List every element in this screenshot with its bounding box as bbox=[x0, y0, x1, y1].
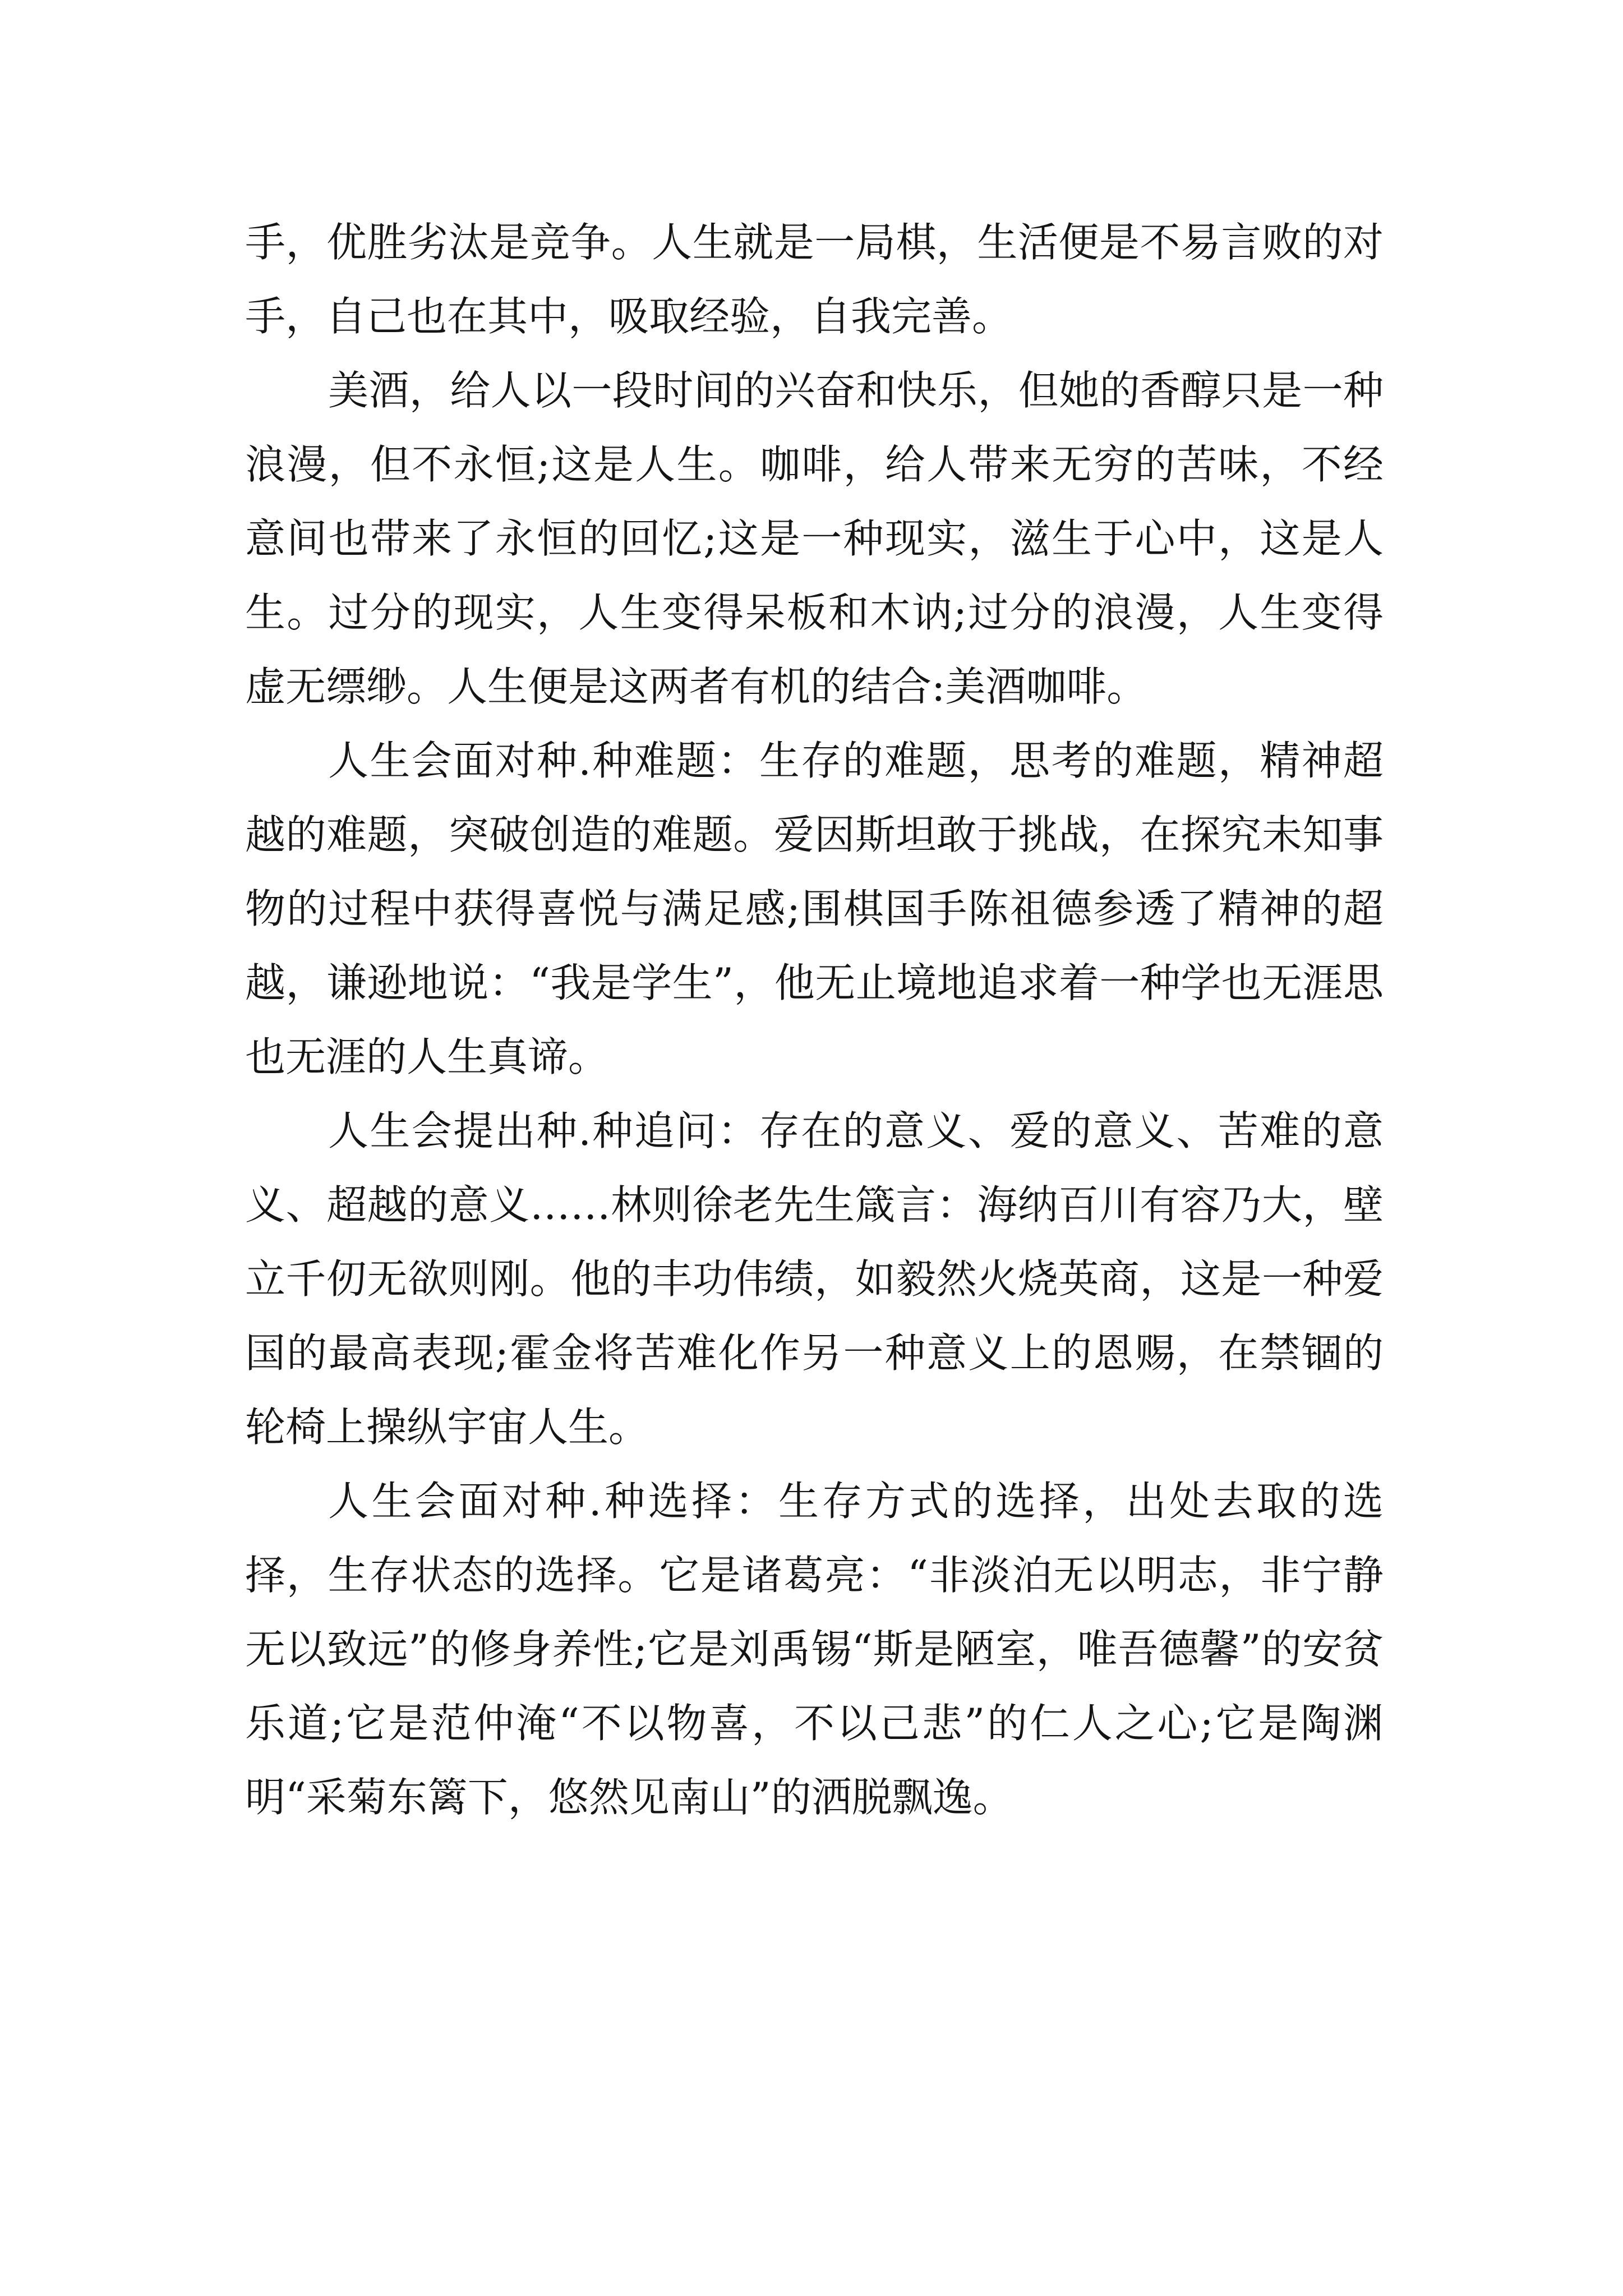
paragraph-1: 手，优胜劣汰是竞争。人生就是一局棋，生活便是不易言败的对手，自己也在其中，吸取经验，自我完善。 bbox=[245, 219, 1384, 340]
paragraph-3: 人生会面对种.种难题：生存的难题，思考的难题，精神超越的难题，突破创造的难题。爱因斯坦敢于挑战，在探究未知事物的过程中获得喜悦与满足感;围棋国手陈祖德参透了精神的超越，谦逊地说：“我是学生”，他无止境地追求着一种学也无涯思也无涯的人生真谛。 bbox=[245, 737, 1384, 1080]
paragraph-4: 人生会提出种.种追问：存在的意义、爱的意义、苦难的意义、超越的意义……林则徐老先生箴言：海纳百川有容乃大，壁立千仞无欲则刚。他的丰功伟绩，如毅然火烧英商，这是一种爱国的最高表现;霍金将苦难化作另一种意义上的恩赐，在禁锢的轮椅上操纵宇宙人生。 bbox=[245, 1107, 1384, 1451]
paragraph-2: 美酒，给人以一段时间的兴奋和快乐，但她的香醇只是一种浪漫，但不永恒;这是人生。咖啡，给人带来无穷的苦味，不经意间也带来了永恒的回忆;这是一种现实，滋生于心中，这是人生。过分的现实，人生变得呆板和木讷;过分的浪漫，人生变得虚无缥缈。人生便是这两者有机的结合:美酒咖啡。 bbox=[245, 367, 1384, 710]
paragraph-5: 人生会面对种.种选择：生存方式的选择，出处去取的选择，生存状态的选择。它是诸葛亮：“非淡泊无以明志，非宁静无以致远”的修身养性;它是刘禹锡“斯是陋室，唯吾德馨”的安贫乐道;它是范仲淹“不以物喜，不以己悲”的仁人之心;它是陶渊明“采菊东篱下，悠然见南山”的洒脱飘逸。 bbox=[245, 1478, 1384, 1821]
body-text bbox=[245, 205, 1384, 1834]
